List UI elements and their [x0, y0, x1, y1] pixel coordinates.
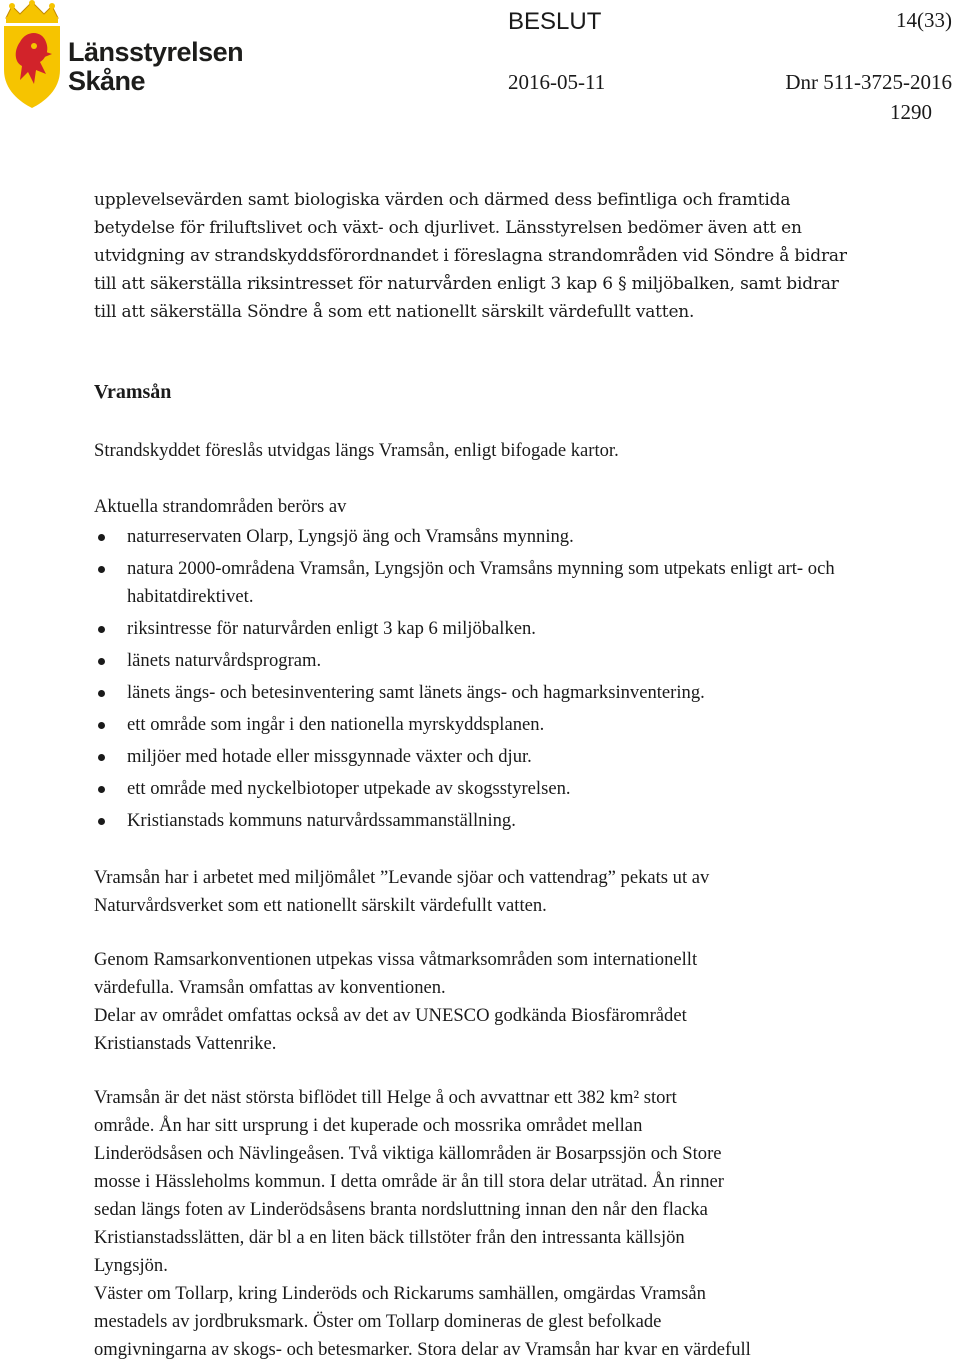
document-date: 2016-05-11 — [508, 70, 606, 94]
text-line: till att säkerställa Söndre å som ett nationellt särskilt värdefullt vatten. — [94, 302, 695, 322]
org-name-line2: Skåne — [68, 66, 146, 96]
list-item: miljöer med hotade eller missgynnade växter och djur. — [94, 743, 874, 771]
page-indicator: 14(33) — [896, 8, 952, 32]
text-line: Kristianstadsslätten, där bl a en liten bäck tillstöter från den intressanta källsjön — [94, 1227, 685, 1248]
org-name-line1: Länsstyrelsen — [68, 37, 244, 67]
list-item: riksintresse för naturvården enligt 3 kap 6 miljöbalken. — [94, 615, 874, 643]
affected-areas-list — [94, 523, 874, 839]
text-line: Delar av området omfattas också av det av UNESCO godkända Biosfärområdet — [94, 1005, 687, 1026]
text-line: område. Ån har sitt ursprung i det kuperade och mossrika området mellan — [94, 1115, 643, 1136]
list-item: länets naturvårdsprogram. — [94, 647, 874, 675]
text-line: Kristianstads Vattenrike. — [94, 1033, 277, 1054]
text-line: Vramsån har i arbetet med miljömålet ”Levande sjöar och vattendrag” pekats ut av — [94, 867, 710, 888]
text-line: omgivningarna av skogs- och betesmarker. Stora delar av Vramsån har kvar en värdefull — [94, 1339, 751, 1360]
text-line: Naturvårdsverket som ett nationellt särskilt värdefullt vatten. — [94, 895, 547, 916]
text-line: Lyngsjön. — [94, 1255, 168, 1276]
document-number: Dnr 511-3725-2016 — [785, 70, 952, 94]
org-name — [68, 38, 243, 96]
list-item: länets ängs- och betesinventering samt länets ängs- och hagmarksinventering. — [94, 679, 874, 707]
text-line: till att säkerställa riksintresset för naturvården enligt 3 kap 6 § miljöbalken, samt bidrar — [94, 274, 839, 294]
text-line: mestadels av jordbruksmark. Öster om Tollarp domineras de glest befolkade — [94, 1311, 662, 1332]
paragraph-miljomal — [94, 864, 864, 920]
text-line: mosse i Hässleholms kommun. I detta område är ån till stora delar uträtad. Ån rinner — [94, 1171, 724, 1192]
section-heading: Vramsån — [94, 381, 172, 403]
text-line: Väster om Tollarp, kring Linderöds och Rickarums samhällen, omgärdas Vramsån — [94, 1283, 706, 1304]
text-line: betydelse för friluftslivet och växt- och djurlivet. Länsstyrelsen bedömer även att en — [94, 218, 802, 238]
list-item: ett område som ingår i den nationella myrskyddsplanen. — [94, 711, 874, 739]
text-line: upplevelsevärden samt biologiska värden och därmed dess befintliga och framtida — [94, 190, 791, 210]
document-type: BESLUT — [508, 8, 602, 35]
list-item: naturreservaten Olarp, Lyngsjö äng och Vramsåns mynning. — [94, 523, 874, 551]
list-item: ett område med nyckelbiotoper utpekade av skogsstyrelsen. — [94, 775, 874, 803]
paragraph-intro — [94, 186, 864, 326]
text-line: utvidgning av strandskyddsförordnandet i föreslagna strandområden vid Söndre å bidrar — [94, 246, 847, 266]
paragraph-description — [94, 1084, 864, 1364]
text-line: Genom Ramsarkonventionen utpekas vissa våtmarksområden som internationellt — [94, 949, 698, 970]
list-item: Kristianstads kommuns naturvårdssammanställning. — [94, 807, 874, 835]
lansstyrelsen-logo — [0, 0, 244, 110]
coat-of-arms-icon — [0, 0, 64, 110]
paragraph-ramsar — [94, 946, 864, 1058]
text-line: Vramsån är det näst största biflödet till Helge å och avvattnar ett 382 km² stort — [94, 1087, 677, 1108]
paragraph-proposal: Strandskyddet föreslås utvidgas längs Vramsån, enligt bifogade kartor. — [94, 440, 619, 461]
paragraph-affected-intro: Aktuella strandområden berörs av — [94, 496, 347, 517]
text-line: värdefulla. Vramsån omfattas av konventionen. — [94, 977, 446, 998]
list-item: natura 2000-områdena Vramsån, Lyngsjön och Vramsåns mynning som utpekats enligt art- och habitatdirektivet. — [94, 555, 874, 611]
text-line: sedan längs foten av Linderödsåsens branta nordsluttning innan den når den flacka — [94, 1199, 708, 1220]
text-line: Linderödsåsen och Nävlingeåsen. Två viktiga källområden är Bosarpssjön och Store — [94, 1143, 722, 1164]
document-sub-number: 1290 — [890, 100, 932, 124]
